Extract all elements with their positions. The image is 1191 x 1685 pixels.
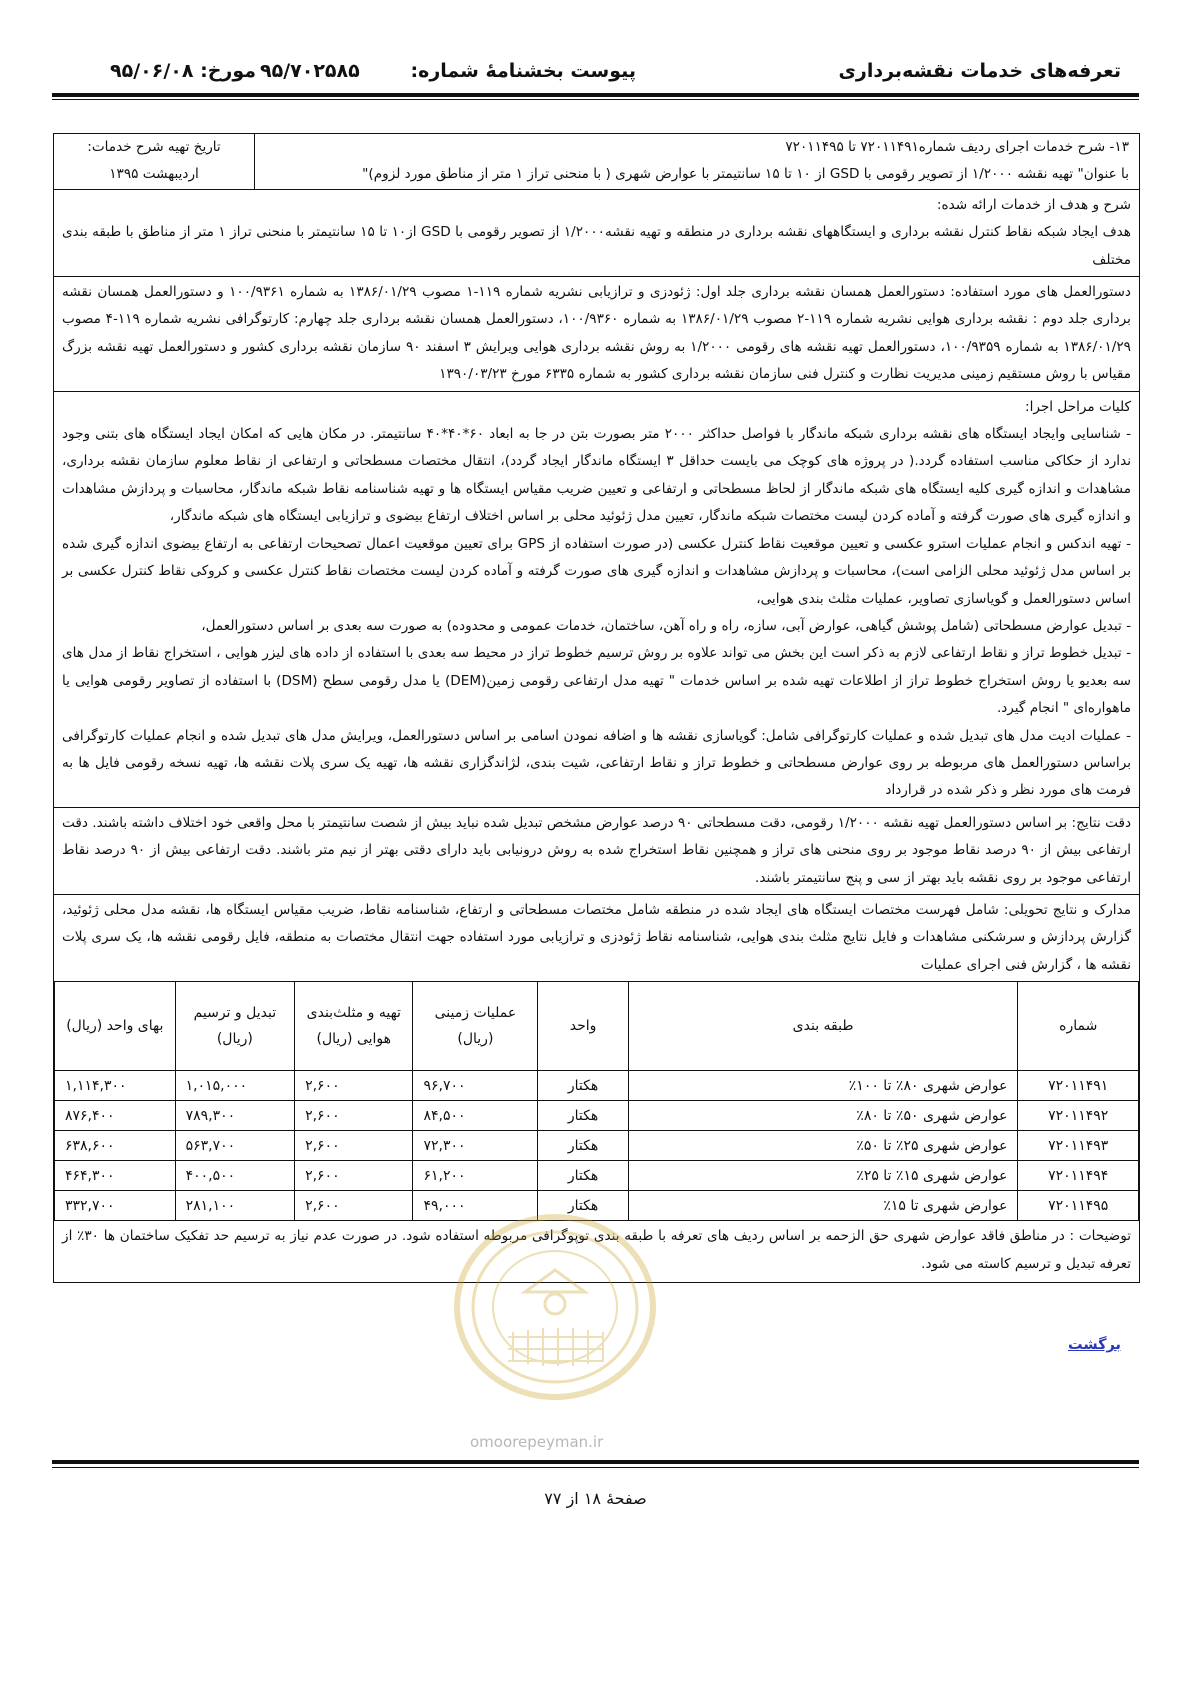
goal-section — [54, 190, 1139, 277]
service-title-row — [54, 134, 1139, 190]
notes-text: توضیحات : در مناطق فاقد عوارض شهری حق الزحمه بر اساس ردیف های تعرفه با طبقه بندی توپوگرافی مربوطه استفاده شود. در صورت عدم نیاز به ترسیم حد تفکیک ساختمان ها ۳۰٪ از تعرفه تبدیل و ترسیم کاسته می شود. — [62, 1228, 1132, 1272]
step-item: - تهیه اندکس و انجام عملیات استرو عکسی و تعیین موقعیت نقاط کنترل عکسی (در صورت استفاده از GPS برای تعیین موقعیت اعمال تصحیحات ارتفاعی به ارتفاع بیضوی اندازه گیری شده بر اساس مدل ژئوئید محلی الزامی است)، محاسبات و پردازش مشاهدات و اندازه گیری های صورت گرفته و آماده کردن لیست مختصات نقاط کنترل عکسی و کروکی نقاط کنترل عکسی بر اساس دستورالعمل و گویاسازی تصاویر، عملیات مثلث بندی هوایی، — [62, 535, 1131, 607]
cell-number: ۷۲۰۱۱۴۹۲ — [1018, 1101, 1139, 1131]
standards-text: دستورالعمل های مورد استفاده: دستورالعمل همسان نقشه برداری جلد اول: ژئودزی و ترازیابی نشریه شماره ۱۱۹-۱ مصوب ۱۳۸۶/۰۱/۲۹ به شماره ۱۰۰/۹۳۶۱ و دستورالعمل همسان نقشه برداری جلد دوم : نقشه برداری هوایی نشریه شماره ۱۱۹-۲ مصوب ۱۳۸۶/۰۱/۲۹ به شماره ۱۰۰/۹۳۶۰، دستورالعمل همسان نقشه برداری جلد چهارم: کارتوگرافی نشریه شماره ۱۱۹-۴ مصوب ۱۳۸۶/۰۱/۲۹ به شماره ۱۰۰/۹۳۵۹، دستورالعمل تهیه نقشه های رقومی ۱/۲۰۰۰ به روش نقشه برداری هوایی ویرایش ۳ اسفند ۹۰ سازمان نقشه برداری کشور و دستورالعمل تهیه نقشه بزرگ مقیاس با روش مستقیم زمینی مدیریت نظارت و کنترل فنی سازمان نقشه برداری کشور به شماره ۶۳۳۵ مورخ ۱۳۹۰/۰۳/۲۳ — [62, 284, 1131, 383]
step-item: - عملیات ادیت مدل های تبدیل شده و عملیات کارتوگرافی شامل: گویاسازی نقشه ها و اضافه نمودن اسامی بر اساس دستورالعمل، ویرایش مدل های تبدیل شده و انجام عملیات کارتوگرافی براساس دستورالعمل های مربوطه بر روی عوارض مسطحاتی و خطوط تراز و نقاط ارتفاعی، شیت بندی، لژاندگزاری نقشه ها، تهیه یک سری پلات نقشه ها، تهیه نسخه رقومی فایل ها به فرمت های مورد نظر و ذکر شده در قرارداد — [62, 727, 1131, 799]
service-title — [254, 134, 1139, 189]
cell-drafting: ۱,۰۱۵,۰۰۰ — [175, 1071, 294, 1101]
cell-aerial: ۲,۶۰۰ — [295, 1131, 413, 1161]
cell-ground: ۶۱,۲۰۰ — [413, 1161, 538, 1191]
cell-drafting: ۴۰۰,۵۰۰ — [175, 1161, 294, 1191]
table-header-row — [55, 982, 1139, 1071]
header-rule-thin — [52, 99, 1139, 100]
cell-drafting: ۵۶۳,۷۰۰ — [175, 1131, 294, 1161]
steps-section — [54, 392, 1139, 808]
col-number: شماره — [1018, 982, 1139, 1071]
service-date-label: تاریخ تهیه شرح خدمات: — [87, 139, 221, 155]
cell-unit: هکتار — [538, 1131, 628, 1161]
cell-ground: ۹۶,۷۰۰ — [413, 1071, 538, 1101]
service-line-2: با عنوان" تهیه نقشه ۱/۲۰۰۰ از تصویر رقومی با GSD از ۱۰ تا ۱۵ سانتیمتر با عوارض شهری ( با منحنی تراز ۱ متر از مناطق مورد لزوم)" — [362, 166, 1129, 183]
deliverables-text: مدارک و نتایج تحویلی: شامل فهرست مختصات ایستگاه های ایجاد شده در منطقه شامل مختصات مسطحاتی و ارتفاع، شناسنامه نقاط، ضریب مقیاس ایستگاه ها، نقشه مدل محلی ژئوئید، گزارش پردازش و سرشکنی مشاهدات و فایل نتایج مثلث بندی هوایی، شناسنامه نقاط ژئودزی و ترازیابی مورد استفاده جهت انتقال مختصات به منطقه، فایل رقومی نقشه ها، یک سری پلات نقشه ها ، گزارش فنی اجرای عملیات — [62, 901, 1131, 973]
cell-aerial: ۲,۶۰۰ — [295, 1191, 413, 1221]
page-header — [110, 60, 1121, 90]
header-rule-thick — [52, 93, 1139, 97]
col-classification: طبقه بندی — [628, 982, 1018, 1071]
circular-label: پیوست بخشنامهٔ شماره: — [410, 60, 636, 82]
step-item: - شناسایی وایجاد ایستگاه های نقشه برداری شبکه ماندگار با فواصل حداکثر ۲۰۰۰ متر بصورت بتن در جا به ابعاد ۶۰*۴۰*۴۰ سانتیمتر. در مکان هایی که امکان ایجاد ایستگاه های بتنی وجود ندارد از حکاکی مناسب استفاده گردد.( در پروژه های کوچک می بایست حداقل ۳ ایستگاه ماندگار ایجاد گردد)، انتقال مختصات مسطحاتی و ارتفاعی از نقاط معلوم سازمان نقشه برداری، مشاهدات و اندازه گیری کلیه ایستگاه های شبکه ماندگار از لحاظ مسطحاتی و ارتفاعی و تعیین ضریب مقیاس ایستگاه ها و تهیه شناسنامه نقاط شبکه ماندگار، محاسبات و پردازش مشاهدات و اندازه گیری های صورت گرفته و آماده کردن لیست مختصات شبکه ماندگار، تعیین مدل ژئوئید محلی بر اساس اختلاف ارتفاع بیضوی و ترازیابی ایستگاه های شبکه ماندگار، — [62, 426, 1132, 525]
cell-number: ۷۲۰۱۱۴۹۱ — [1018, 1071, 1139, 1101]
table-row — [55, 1071, 1139, 1101]
steps-label: کلیات مراحل اجرا: — [1025, 398, 1131, 415]
col-unit: واحد — [538, 982, 628, 1071]
col-unit-price: بهای واحد (ریال) — [55, 982, 176, 1071]
document-title: تعرفه‌های خدمات نقشه‌برداری — [838, 60, 1121, 82]
watermark-seal-icon — [453, 1212, 658, 1402]
cell-ground: ۷۲,۳۰۰ — [413, 1131, 538, 1161]
cell-unit: هکتار — [538, 1191, 628, 1221]
cell-drafting: ۷۸۹,۳۰۰ — [175, 1101, 294, 1131]
cell-aerial: ۲,۶۰۰ — [295, 1071, 413, 1101]
table-row — [55, 1131, 1139, 1161]
cell-ground: ۸۴,۵۰۰ — [413, 1101, 538, 1131]
goal-text: هدف ایجاد شبکه نقاط کنترل نقشه برداری و ایستگاههای نقشه برداری در منطقه و تهیه نقشه۱/۲۰۰۰ از تصویر رقومی با GSD از۱۰ تا ۱۵ سانتیمتر با منحنی تراز ۱ متر از مناطق با طبقه بندی مختلف — [62, 224, 1131, 268]
back-link[interactable]: برگشت — [1067, 1337, 1121, 1353]
circular-number: ۹۵/۷۰۲۵۸۵ — [260, 60, 360, 82]
col-ground: عملیات زمینی (ریال) — [413, 982, 538, 1071]
standards-section — [54, 277, 1139, 392]
service-date-cell — [54, 134, 254, 189]
footer-rule-thin — [52, 1467, 1139, 1468]
cell-number: ۷۲۰۱۱۴۹۴ — [1018, 1161, 1139, 1191]
cell-aerial: ۲,۶۰۰ — [295, 1101, 413, 1131]
page-number: صفحهٔ ۱۸ از ۷۷ — [544, 1489, 647, 1508]
cell-classification: عوارض شهری ۸۰٪ تا ۱۰۰٪ — [628, 1071, 1018, 1101]
cell-ground: ۴۹,۰۰۰ — [413, 1191, 538, 1221]
table-row — [55, 1161, 1139, 1191]
accuracy-text: دقت نتایج: بر اساس دستورالعمل تهیه نقشه ۱/۲۰۰۰ رقومی، دقت مسطحاتی ۹۰ درصد عوارض مشخص تبدیل شده نباید بیش از شصت سانتیمتر با محل واقعی خود اختلاف داشته باشند. دقت ارتفاعی بیش از ۹۰ درصد نقاط موجود بر روی منحنی های تراز و همچنین نقاط استخراج شده به روش درونیابی باید دارای دقتی بهتر از نیم متر باشند. دقت ارتفاعی بیش از ۹۰ درصد نقاط ارتفاعی موجود بر روی نقشه باید بهتر از سی و پنج سانتیمتر باشند. — [62, 814, 1132, 886]
cell-unit: هکتار — [538, 1161, 628, 1191]
circular-date: مورخ: ۹۵/۰۶/۰۸ — [110, 60, 256, 82]
cell-unit-price: ۳۳۲,۷۰۰ — [55, 1191, 176, 1221]
cell-unit-price: ۴۶۴,۳۰۰ — [55, 1161, 176, 1191]
cell-number: ۷۲۰۱۱۴۹۳ — [1018, 1131, 1139, 1161]
service-line-1: ۱۳- شرح خدمات اجرای ردیف شماره۷۲۰۱۱۴۹۱ تا ۷۲۰۱۱۴۹۵ — [785, 139, 1129, 155]
deliverables-section — [54, 895, 1139, 981]
service-description-frame — [53, 133, 1140, 1283]
cell-classification: عوارض شهری تا ۱۵٪ — [628, 1191, 1018, 1221]
cell-drafting: ۲۸۱,۱۰۰ — [175, 1191, 294, 1221]
cell-classification: عوارض شهری ۱۵٪ تا ۲۵٪ — [628, 1161, 1018, 1191]
cell-classification: عوارض شهری ۵۰٪ تا ۸۰٪ — [628, 1101, 1018, 1131]
cell-number: ۷۲۰۱۱۴۹۵ — [1018, 1191, 1139, 1221]
service-date-value: اردیبهشت ۱۳۹۵ — [109, 166, 199, 182]
cell-unit-price: ۱,۱۱۴,۳۰۰ — [55, 1071, 176, 1101]
cell-unit-price: ۸۷۶,۴۰۰ — [55, 1101, 176, 1131]
col-drafting: تبدیل و ترسیم (ریال) — [175, 982, 294, 1071]
cell-unit: هکتار — [538, 1071, 628, 1101]
cell-aerial: ۲,۶۰۰ — [295, 1161, 413, 1191]
footer-rule-thick — [52, 1460, 1139, 1464]
table-row — [55, 1101, 1139, 1131]
cell-unit-price: ۶۳۸,۶۰۰ — [55, 1131, 176, 1161]
col-aerial: تهیه و مثلث‌بندی هوایی (ریال) — [295, 982, 413, 1071]
accuracy-section — [54, 808, 1139, 895]
step-item: - تبدیل عوارض مسطحاتی (شامل پوشش گیاهی، عوارض آبی، سازه، راه و راه آهن، ساختمان، خدمات عمومی و محدوده) به صورت سه بعدی بر اساس دستورالعمل، — [201, 617, 1131, 634]
step-item: - تبدیل خطوط تراز و نقاط ارتفاعی لازم به ذکر است این بخش می تواند علاوه بر روش ترسیم خطوط تراز در محیط سه بعدی با استفاده از داده های لیزر هوایی ، استخراج نقاط از مدل های سه بعدیو یا روش استخراج خطوط تراز از اطلاعات تهیه شده بر اساس خدمات " تهیه مدل ارتفاعی رقومی زمین(DEM) یا مدل رقومی سطح (DSM) با استفاده از تصاویر رقومی هوایی یا ماهواره‌ای " انجام گیرد. — [62, 645, 1131, 717]
rates-table — [54, 981, 1139, 1221]
goal-label: شرح و هدف از خدمات ارائه شده: — [936, 196, 1131, 213]
cell-unit: هکتار — [538, 1101, 628, 1131]
watermark-url: omoorepeyman.ir — [470, 1433, 604, 1451]
cell-classification: عوارض شهری ۲۵٪ تا ۵۰٪ — [628, 1131, 1018, 1161]
